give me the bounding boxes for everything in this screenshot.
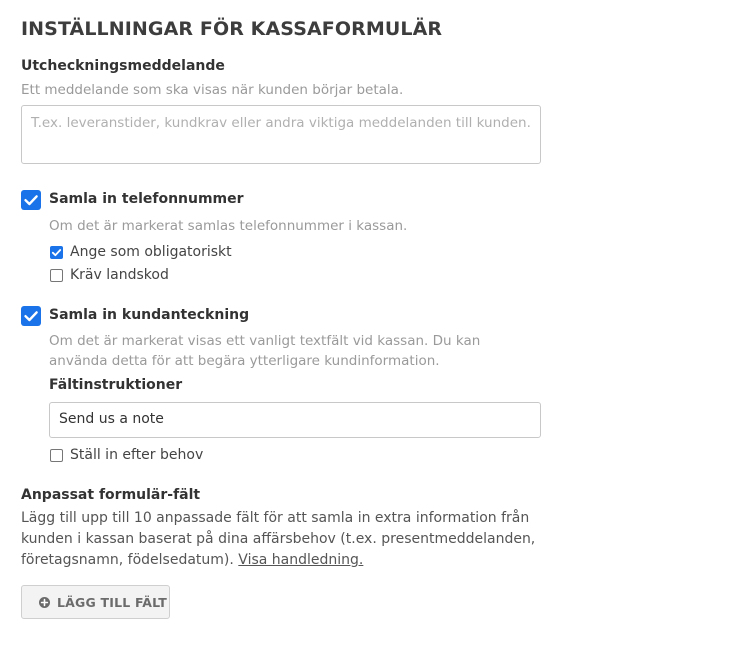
checkmark-icon [50, 246, 63, 259]
field-instructions-input[interactable] [49, 402, 541, 438]
field-instructions-value: Send us a note [59, 411, 164, 427]
collect-note-checkbox[interactable] [21, 306, 41, 326]
custom-fields-help: Lägg till upp till 10 anpassade fält för att samla in extra information från kunden i kassan baserat på dina affärsbehov (t.ex. presentmeddelanden, företagsnamn, födelsedatum). [21, 510, 536, 568]
checkout-message-help: Ett meddelande som ska visas när kunden börjar betala. [21, 82, 404, 98]
note-optional-checkbox[interactable] [50, 449, 63, 462]
checkout-message-placeholder: T.ex. leveranstider, kundkrav eller andra viktiga meddelanden till kunden. [31, 115, 531, 131]
phone-required-label: Ange som obligatoriskt [70, 244, 232, 260]
checkmark-icon [21, 190, 41, 210]
note-optional-label: Ställ in efter behov [70, 447, 204, 463]
checkmark-icon [21, 306, 41, 326]
collect-note-label: Samla in kundanteckning [49, 307, 250, 323]
collect-phone-label: Samla in telefonnummer [49, 191, 244, 207]
custom-fields-label: Anpassat formulär-fält [21, 487, 201, 503]
phone-required-checkbox[interactable] [50, 246, 63, 259]
page-title: INSTÄLLNINGAR FÖR KASSAFORMULÄR [21, 18, 443, 40]
collect-phone-help: Om det är markerat samlas telefonnummer i kassan. [49, 218, 408, 234]
collect-note-help: Om det är markerat visas ett vanligt textfält vid kassan. Du kan använda detta för att begära ytterligare kundinformation. [49, 333, 481, 369]
country-code-checkbox[interactable] [50, 269, 63, 282]
add-field-button[interactable] [21, 585, 170, 619]
plus-circle-icon [39, 597, 50, 608]
field-instructions-label: Fältinstruktioner [49, 377, 183, 393]
checkout-message-label: Utcheckningsmeddelande [21, 58, 225, 74]
checkout-message-textarea[interactable] [21, 105, 541, 164]
collect-phone-checkbox[interactable] [21, 190, 41, 210]
custom-fields-help-block [21, 508, 546, 571]
view-guide-link[interactable]: Visa handledning. [238, 552, 364, 568]
add-field-label: LÄGG TILL FÄLT [57, 595, 167, 610]
country-code-label: Kräv landskod [70, 267, 169, 283]
